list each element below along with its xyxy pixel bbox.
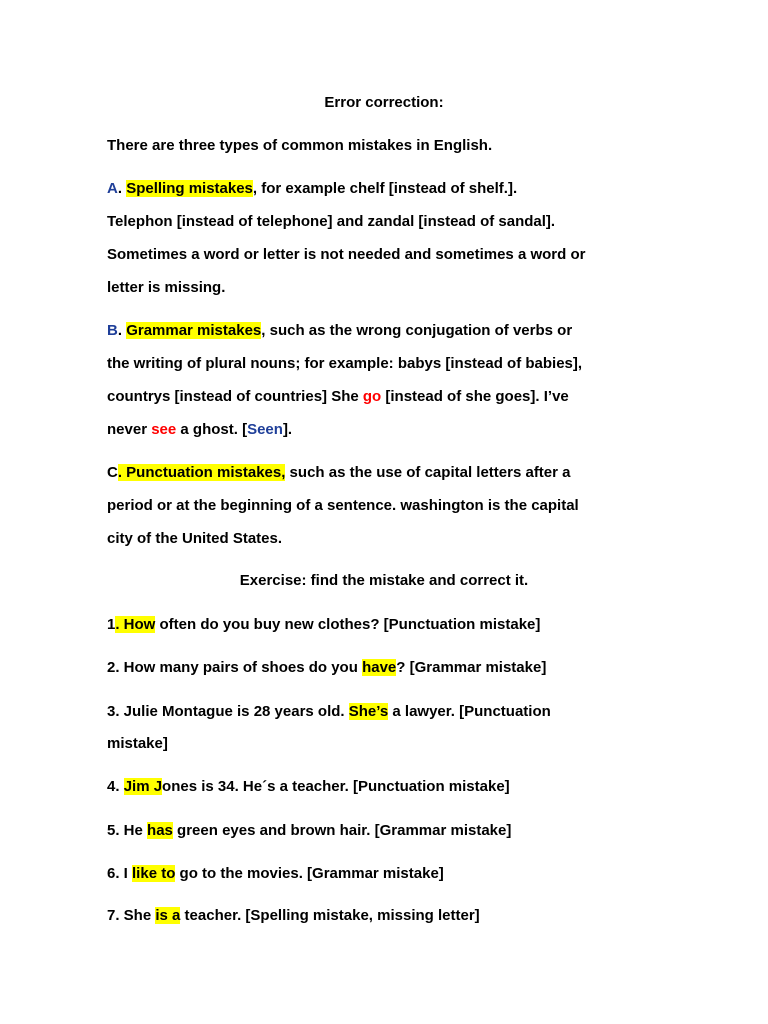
section-b-line-4 [107, 420, 292, 440]
exercise-item-7-highlight: is a [155, 907, 181, 924]
section-a-letter: A [107, 180, 118, 197]
section-b-line-3-post: [instead of she goes]. I’ve [381, 388, 569, 405]
correct-word-seen: Seen [247, 421, 283, 438]
section-c-letter: C [107, 464, 118, 481]
exercise-item-4-pre: 4. [107, 778, 124, 795]
section-c-line-1 [107, 463, 571, 483]
section-a-label: Spelling mistakes [126, 180, 253, 197]
exercise-item-4 [107, 777, 510, 797]
exercise-item-2-post: ? [Grammar mistake] [396, 659, 547, 676]
exercise-item-1-pre: 1 [107, 616, 116, 633]
exercise-item-7-pre: 7. She [107, 907, 156, 924]
exercise-item-2 [107, 658, 546, 678]
document-title: Error correction: [324, 94, 444, 111]
section-c-label: . Punctuation mistakes, [117, 464, 286, 481]
section-c-text: such as the use of capital letters after a [285, 464, 571, 481]
exercise-item-5-pre: 5. He [107, 822, 148, 839]
exercise-item-7 [107, 906, 480, 926]
exercise-item-5-highlight: has [147, 822, 173, 839]
section-c-line-2: period or at the beginning of a sentence. washington is the capital [107, 497, 579, 514]
exercise-item-1-highlight: . How [115, 616, 156, 633]
exercise-item-2-highlight: have [362, 659, 397, 676]
exercise-item-6-highlight: like to [132, 865, 176, 882]
section-b-text: , such as the wrong conjugation of verbs or [261, 322, 573, 339]
exercise-item-4-highlight: Jim J [123, 778, 163, 795]
section-b-line-3-pre: countrys [instead of countries] She [107, 388, 363, 405]
exercise-item-5 [107, 821, 511, 841]
section-a-dot: . [117, 180, 127, 197]
exercise-item-6 [107, 864, 444, 884]
section-b-line-4-post: ]. [282, 421, 293, 438]
section-b-line-4-mid: a ghost. [ [176, 421, 248, 438]
section-b-line-4-pre: never [107, 421, 152, 438]
wrong-word-see: see [151, 421, 177, 438]
wrong-word-go: go [362, 388, 382, 405]
exercise-item-2-pre: 2. How many pairs of shoes do you [107, 659, 363, 676]
exercise-item-7-post: teacher. [Spelling mistake, missing letter] [180, 907, 480, 924]
exercise-item-6-post: go to the movies. [Grammar mistake] [175, 865, 444, 882]
exercise-item-1 [107, 615, 540, 635]
section-b-line-2: the writing of plural nouns; for example: babys [instead of babies], [107, 355, 583, 372]
exercise-item-3-post: a lawyer. [Punctuation [388, 703, 551, 720]
section-b-letter: B [107, 322, 118, 339]
section-b-label: Grammar mistakes [126, 322, 262, 339]
exercise-item-1-post: often do you buy new clothes? [Punctuation mistake] [155, 616, 541, 633]
section-a-line-1 [107, 179, 517, 199]
exercise-item-3-highlight: She’s [348, 703, 389, 720]
section-a-line-2: Telephon [instead of telephone] and zandal [instead of sandal]. [107, 213, 556, 230]
section-b-line-1 [107, 321, 572, 341]
exercise-title: Exercise: find the mistake and correct it. [239, 572, 529, 589]
exercise-item-6-pre: 6. I [107, 865, 133, 882]
section-a-line-4: letter is missing. [107, 279, 226, 296]
section-a-line-3: Sometimes a word or letter is not needed and sometimes a word or [107, 246, 586, 263]
exercise-item-3 [107, 702, 551, 722]
exercise-item-4-post: ones is 34. He´s a teacher. [Punctuation mistake] [162, 778, 510, 795]
section-b-dot: . [117, 322, 127, 339]
exercise-item-3-pre: 3. Julie Montague is 28 years old. [107, 703, 349, 720]
section-c-line-3: city of the United States. [107, 530, 283, 547]
section-a-text: , for example chelf [instead of shelf.]. [252, 180, 518, 197]
exercise-item-3-continued: mistake] [107, 735, 168, 752]
intro-text: There are three types of common mistakes in English. [107, 137, 493, 154]
exercise-item-5-post: green eyes and brown hair. [Grammar mistake] [172, 822, 512, 839]
section-b-line-3 [107, 387, 569, 407]
